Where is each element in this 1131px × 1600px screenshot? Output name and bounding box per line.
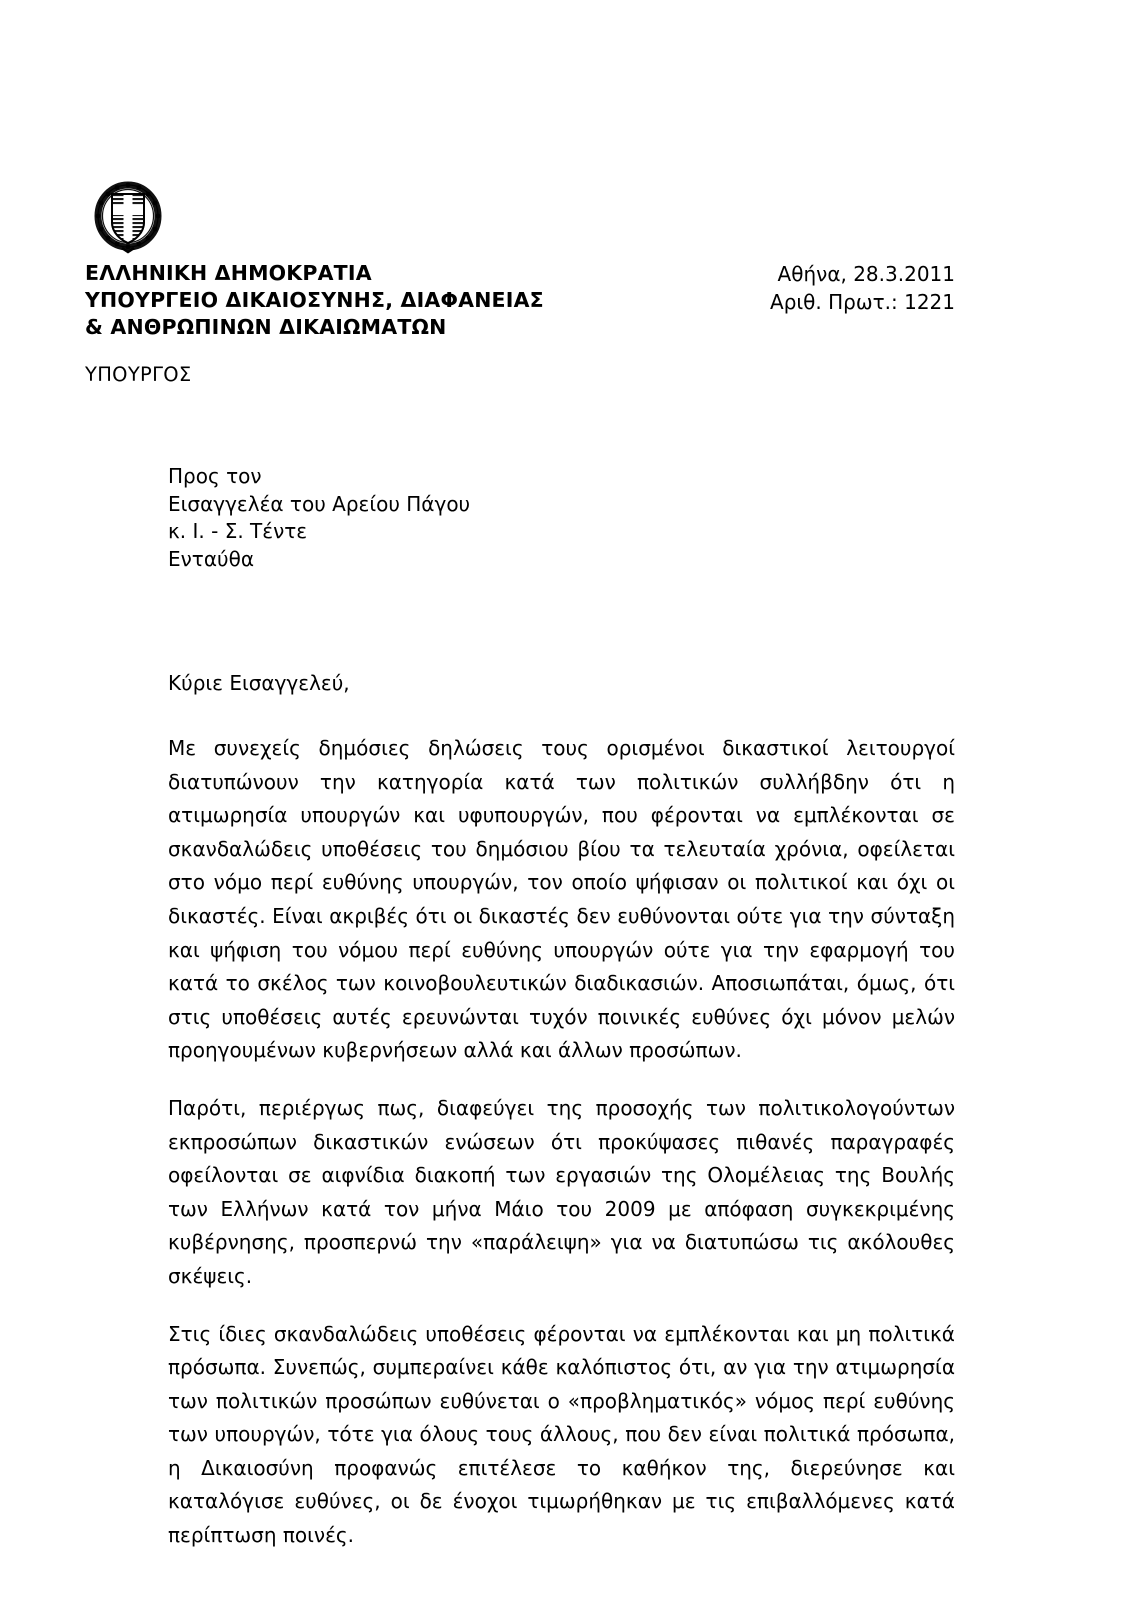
letterhead-line-ministry: ΥΠΟΥΡΓΕΙΟ ΔΙΚΑΙΟΣΥΝΗΣ, ΔΙΑΦΑΝΕΙΑΣ <box>85 288 544 312</box>
letter-body <box>168 668 955 1553</box>
coat-of-arms-icon <box>92 178 164 256</box>
place-and-date: Αθήνα, 28.3.2011 <box>777 262 955 286</box>
letterhead-role-minister: ΥΠΟΥΡΓΟΣ <box>85 363 192 386</box>
document-meta <box>770 260 955 316</box>
recipient-line-2: Εισαγγελέα του Αρείου Πάγου <box>168 491 471 516</box>
recipient-line-1: Προς τον <box>168 464 262 488</box>
recipient-line-3: κ. Ι. - Σ. Τέντε <box>168 519 308 543</box>
letterhead <box>85 260 645 341</box>
body-paragraph-2: Παρότι, περιέργως πως, διαφεύγει της προσοχής των πολιτικολογούντων εκπροσώπων δικαστικών ενώσεων ότι προκύψασες πιθανές παραγραφές οφείλονται σε αιφνίδια διακοπή των εργασιών της Ολομέλειας της Βουλής των Ελλήνων κατά τον μήνα Μάιο του 2009 με απόφαση συγκεκριμένης κυβέρνησης, προσπερνώ την «παράλειψη» για να διατυπώσω τις ακόλουθες σκέψεις. <box>168 1095 955 1288</box>
body-paragraph-3: Στις ίδιες σκανδαλώδεις υποθέσεις φέρονται να εμπλέκονται και μη πολιτικά πρόσωπα. Συνεπώς, συμπεραίνει κάθε καλόπιστος ότι, αν για την ατιμωρησία των πολιτικών προσώπων ευθύνεται ο «προβληματικός» νόμος περί ευθύνης των υπουργών, τότε για όλους τους άλλους, που δεν είναι πολιτικά πρόσωπα, η Δικαιοσύνη προφανώς επιτέλεσε το καθήκον της, διερεύνησε και καταλόγισε ευθύνες, οι δε ένοχοι τιμωρήθηκαν με τις επιβαλλόμενες κατά περίπτωση ποινές. <box>168 1321 955 1548</box>
letterhead-line-republic: ΕΛΛΗΝΙΚΗ ΔΗΜΟΚΡΑΤΙΑ <box>85 261 372 285</box>
recipient-line-4: Ενταύθα <box>168 546 255 571</box>
letterhead-line-ministry-cont: & ΑΝΘΡΩΠΙΝΩΝ ΔΙΚΑΙΩΜΑΤΩΝ <box>85 315 447 339</box>
recipient-block <box>168 463 470 573</box>
body-paragraph-1: Με συνεχείς δημόσιες δηλώσεις τους ορισμένοι δικαστικοί λειτουργοί διατυπώνουν την κατηγορία κατά των πολιτικών συλλήβδην ότι η ατιμωρησία υπουργών και υφυπουργών, που φέρονται να εμπλέκονται σε σκανδαλώδεις υποθέσεις του δημόσιου βίου τα τελευταία χρόνια, οφείλεται στο νόμο περί ευθύνης υπουργών, τον οποίο ψήφισαν οι πολιτικοί και όχι οι δικαστές. Είναι ακριβές ότι οι δικαστές δεν ευθύνονται ούτε για την σύνταξη και ψήφιση του νόμου περί ευθύνης υπουργών ούτε για την εφαρμογή του κατά το σκέλος των κοινοβουλευτικών διαδικασιών. Αποσιωπάται, όμως, ότι στις υποθέσεις αυτές ερευνώνται τυχόν ποινικές ευθύνες όχι μόνον μελών προηγουμένων κυβερνήσεων αλλά και άλλων προσώπων. <box>168 736 955 1063</box>
salutation: Κύριε Εισαγγελεύ, <box>168 671 350 695</box>
protocol-number: Αριθ. Πρωτ.: 1221 <box>770 290 955 314</box>
